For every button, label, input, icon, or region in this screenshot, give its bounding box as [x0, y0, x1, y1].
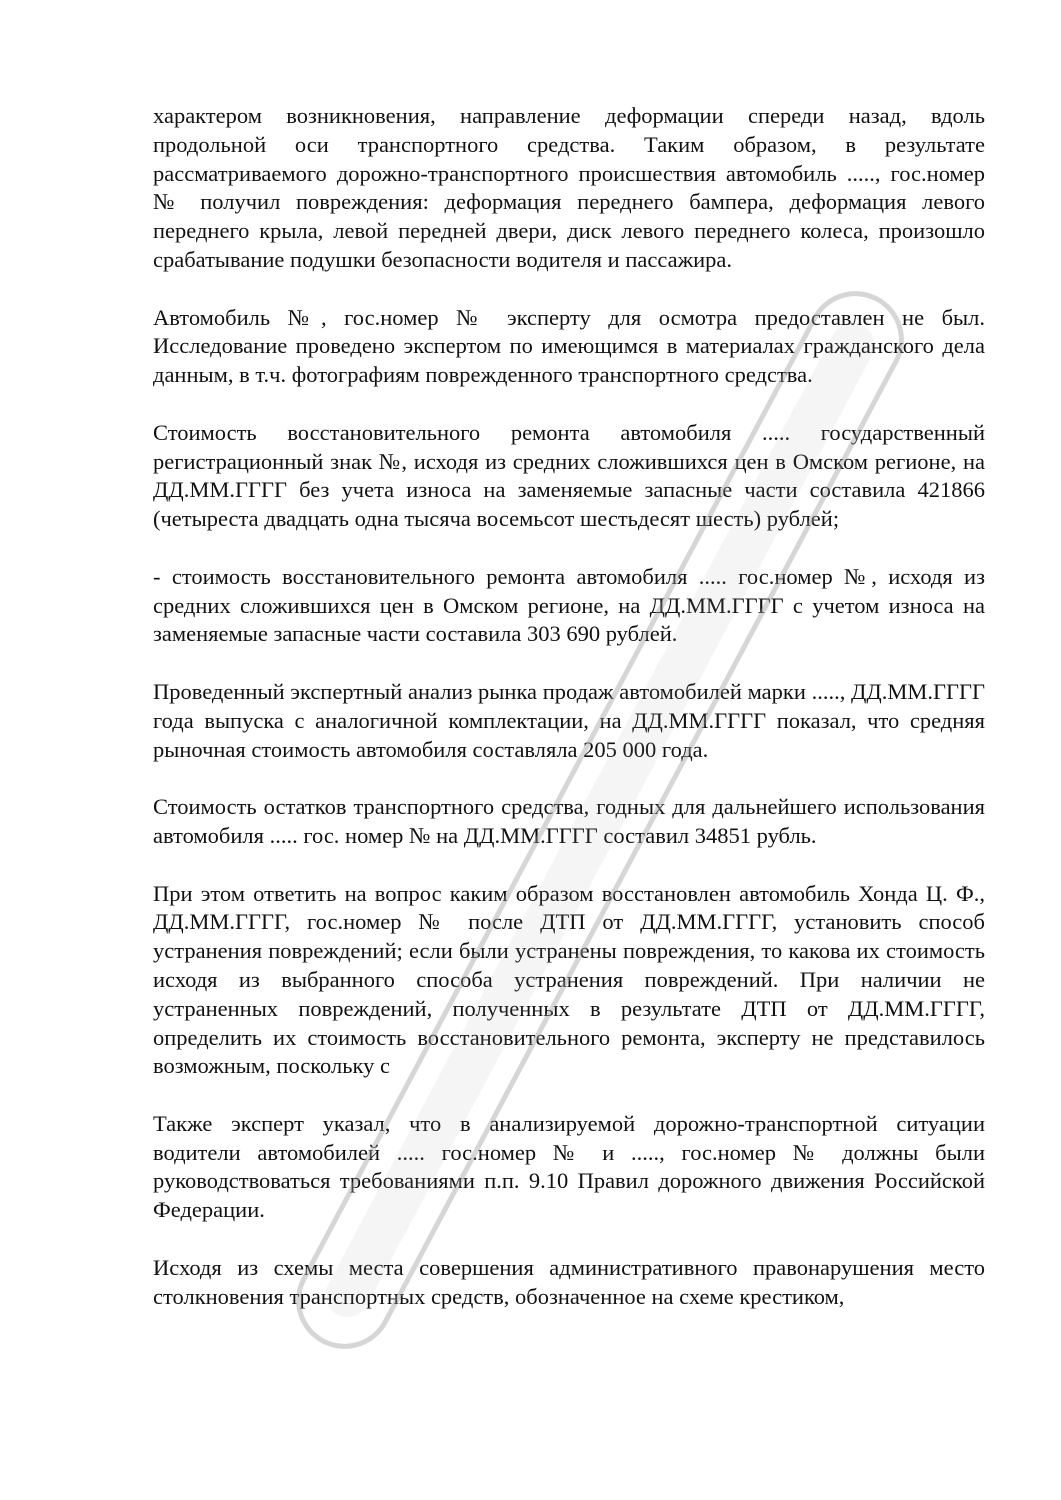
- paragraph-collision-scheme: Исходя из схемы места совершения административного правонарушения место столкновения транспортных средств, обозначенное на схеме крестиком,: [153, 1254, 985, 1309]
- paragraph-traffic-rules: Также эксперт указал, что в анализируемой дорожно-транспортной ситуации водители автомобилей ..... гос.номер № и ....., гос.номер № должны были руководствоваться требованиями п.п. 9.10 Правил дорожного движения Российской Федерации.: [153, 1110, 985, 1223]
- paragraph-salvage-value: Стоимость остатков транспортного средства, годных для дальнейшего использования автомобиля ..... гос. номер № на ДД.ММ.ГГГГ составил 34851 рубль.: [153, 794, 985, 848]
- paragraph-repair-cost-no-wear: Стоимость восстановительного ремонта автомобиля ..... государственный регистрационный знак №, исходя из средних сложившихся цен в Омском регионе, на ДД.ММ.ГГГГ без учета износа на заменяемые запасные части составила 421866 (четыреста двадцать одна тысяча восемьсот шестьдесят шесть) рублей;: [153, 419, 985, 532]
- paragraph-market-analysis: Проведенный экспертный анализ рынка продаж автомобилей марки ....., ДД.ММ.ГГГГ года выпуска с аналогичной комплектации, на ДД.ММ.ГГГГ показал, что средняя рыночная стоимость автомобиля составляла 205 000 года.: [153, 678, 985, 762]
- paragraph-damage-description: характером возникновения, направление деформации спереди назад, вдоль продольной оси транспортного средства. Таким образом, в результате рассматриваемого дорожно-транспортного происшествия автомобиль ....., гос.номер № получил повреждения: деформация переднего бампера, деформация левого переднего крыла, левой передней двери, диск левого переднего колеса, произошло срабатывание подушки безопасности водителя и пассажира.: [153, 103, 985, 272]
- paragraph-unanswered-question: При этом ответить на вопрос каким образом восстановлен автомобиль Хонда Ц. Ф., ДД.ММ.ГГГГ, гос.номер № после ДТП от ДД.ММ.ГГГГ, установить способ устранения повреждений; если были устранены повреждения, то какова их стоимость исходя из выбранного способа устранения повреждений. При наличии не устраненных повреждений, полученных в результате ДТП от ДД.ММ.ГГГГ, определить их стоимость восстановительного ремонта, эксперту не представилось возможным, поскольку с: [153, 880, 985, 1079]
- paragraph-inspection-note: Автомобиль №, гос.номер № эксперту для осмотра предоставлен не был. Исследование проведено экспертом по имеющимся в материалах гражданского дела данным, в т.ч. фотографиям поврежденного транспортного средства.: [153, 304, 985, 388]
- paragraph-repair-cost-with-wear: - стоимость восстановительного ремонта автомобиля ..... гос.номер №, исходя из средних сложившихся цен в Омском регионе, на ДД.ММ.ГГГГ с учетом износа на заменяемые запасные части составила 303 690 рублей.: [153, 563, 985, 647]
- document-body: [153, 102, 985, 1311]
